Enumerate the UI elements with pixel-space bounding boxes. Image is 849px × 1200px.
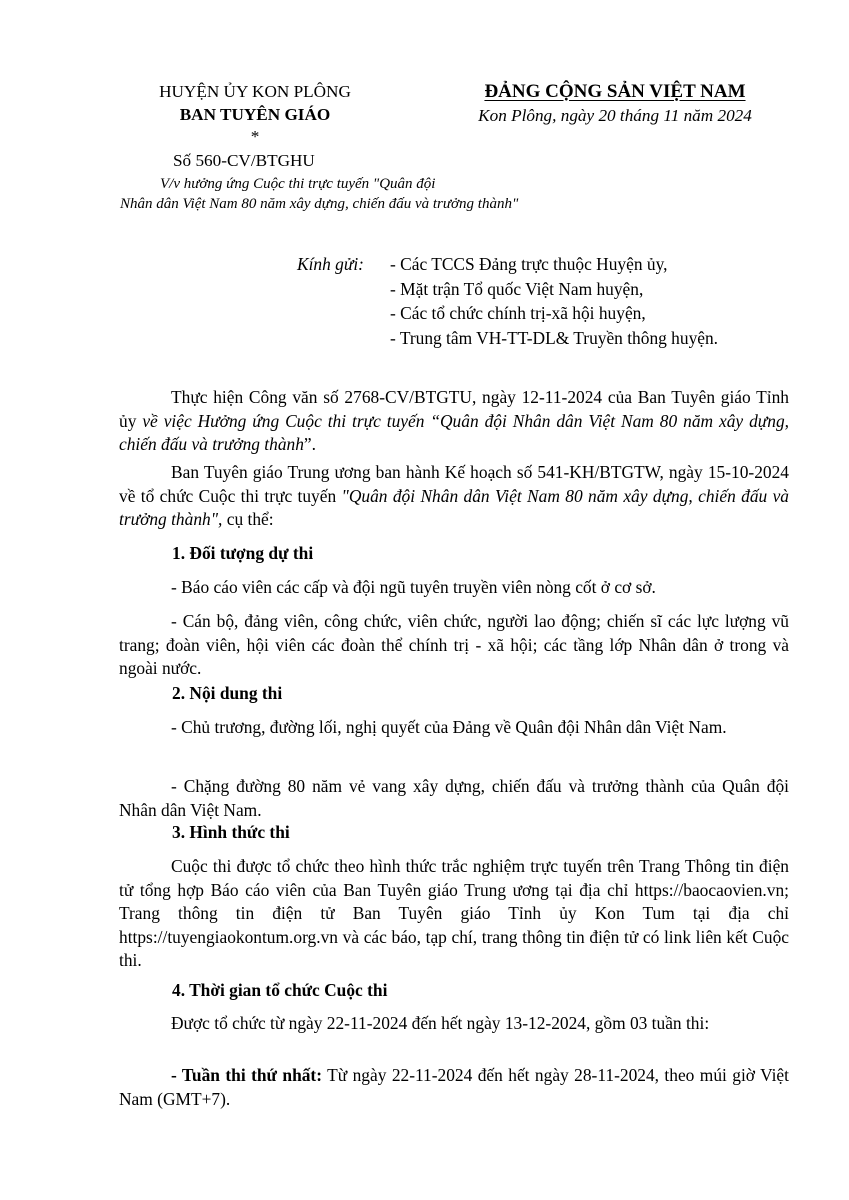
schedule-paragraph — [119, 1012, 789, 1036]
recipient-item: - Mặt trận Tổ quốc Việt Nam huyện, — [390, 278, 644, 299]
week-one-text: Từ ngày 22-11-2024 đến hết ngày 28-11-2024, theo múi giờ Việt Nam (GMT+7). — [119, 1065, 789, 1109]
content-item-2 — [119, 775, 789, 822]
heading-participants: 1. Đối tượng dự thi — [172, 543, 314, 563]
intro-italic-text: về việc Hưởng ứng Cuộc thi trực tuyến “Quân đội Nhân dân Việt Nam 80 năm xây dựng, chiến đấu và trưởng thành — [119, 410, 789, 454]
subject-line-1: V/v hưởng ứng Cuộc thi trực tuyến "Quân đội — [160, 176, 436, 192]
content-item-1 — [119, 716, 789, 740]
org-name: HUYỆN ỦY KON PLÔNG — [159, 82, 351, 101]
org-star: * — [250, 127, 260, 146]
intro-end: ”. — [303, 434, 316, 454]
department-name: BAN TUYÊN GIÁO — [179, 105, 331, 124]
content-item-1-text: - Chủ trương, đường lối, nghị quyết của Đảng về Quân đội Nhân dân Việt Nam. — [171, 717, 727, 737]
recipient-item: - Các TCCS Đảng trực thuộc Huyện ủy, — [390, 254, 668, 274]
heading-schedule: 4. Thời gian tổ chức Cuộc thi — [172, 980, 388, 1000]
format-paragraph — [119, 855, 789, 973]
format-paragraph-text: Cuộc thi được tổ chức theo hình thức trắc nghiệm trực tuyến trên Trang Thông tin điện tử tổng hợp Báo cáo viên của Ban Tuyên giáo Trung ương tại địa chỉ https://baocaovien.vn; Trang thông tin điện tử Ban Tuyên giáo Tỉnh ủy Kon Tum tại địa chỉ https://tuyengiaokontum.org.vn và các báo, tạp chí, trang thông tin điện tử có link liên kết Cuộc thi. — [119, 856, 789, 970]
content-item-2-text: - Chặng đường 80 năm vẻ vang xây dựng, chiến đấu và trưởng thành của Quân đội Nhân dân Việt Nam. — [119, 776, 789, 820]
participants-item-1 — [119, 576, 789, 600]
intro-text: Thực hiện Công văn số 2768-CV/BTGTU, ngày 12-11-2024 của Ban Tuyên giáo Tỉnh ủy — [119, 387, 789, 431]
party-name: ĐẢNG CỘNG SẢN VIỆT NAM — [484, 81, 746, 102]
participants-item-1-text: - Báo cáo viên các cấp và đội ngũ tuyên truyền viên nòng cốt ở cơ sở. — [171, 577, 656, 597]
week-one-paragraph — [119, 1064, 789, 1111]
recipient-item: - Các tổ chức chính trị-xã hội huyện, — [390, 303, 646, 323]
week-one-label: - Tuần thi thứ nhất: — [171, 1065, 323, 1085]
plan-italic-text: "Quân đội Nhân dân Việt Nam 80 năm xây dựng, chiến đấu và trưởng thành", — [119, 485, 790, 529]
plan-text: Ban Tuyên giáo Trung ương ban hành Kế hoạch số 541-KH/BTGTW, ngày 15-10-2024 về tổ chức Cuộc thi trực tuyến — [119, 462, 789, 506]
plan-end: cụ thể: — [222, 509, 274, 529]
participants-item-2 — [119, 610, 789, 681]
paragraph-intro — [119, 386, 789, 457]
heading-content: 2. Nội dung thi — [172, 683, 283, 703]
recipient-item: - Trung tâm VH-TT-DL& Truyền thông huyện. — [390, 327, 719, 348]
place-date: Kon Plông, ngày 20 tháng 11 năm 2024 — [478, 106, 752, 125]
recipients-list — [390, 254, 718, 352]
schedule-paragraph-text: Được tổ chức từ ngày 22-11-2024 đến hết ngày 13-12-2024, gồm 03 tuần thi: — [171, 1013, 710, 1033]
subject-line-2: Nhân dân Việt Nam 80 năm xây dựng, chiến đấu và trưởng thành" — [120, 196, 519, 212]
participants-item-2-text: - Cán bộ, đảng viên, công chức, viên chức, người lao động; chiến sĩ các lực lượng vũ trang; đoàn viên, hội viên các đoàn thể chính trị - xã hội; các tầng lớp Nhân dân ở trong và ngoài nước. — [119, 611, 789, 678]
heading-format: 3. Hình thức thi — [172, 822, 290, 842]
paragraph-plan — [119, 461, 789, 532]
recipients-label: Kính gửi: — [297, 254, 364, 274]
document-number: Số 560-CV/BTGHU — [173, 151, 315, 170]
